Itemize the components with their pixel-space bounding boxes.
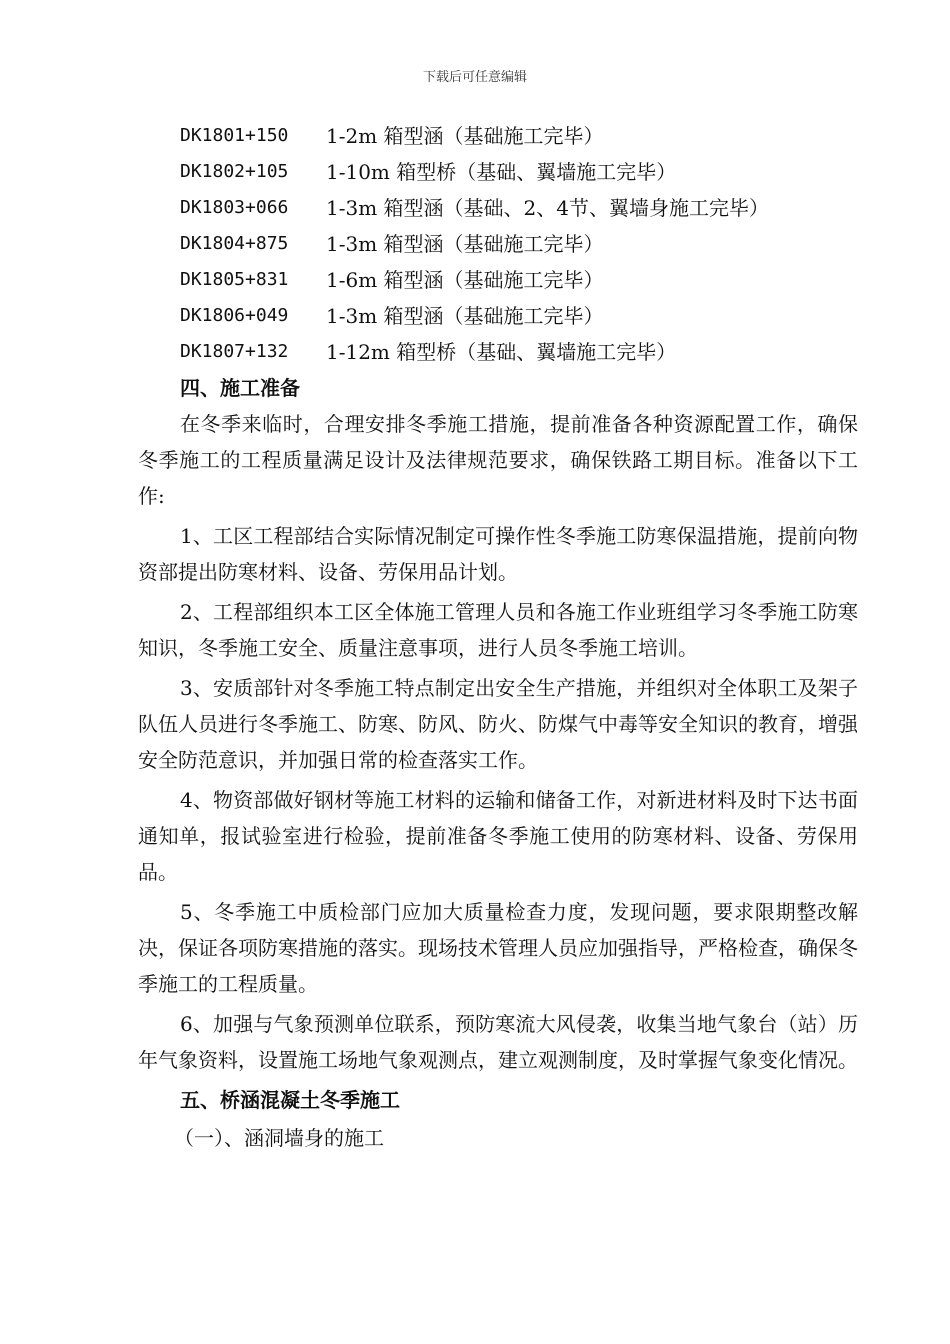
section-heading-winter-concrete: 五、桥涵混凝土冬季施工	[180, 1088, 400, 1112]
list-item	[180, 190, 858, 226]
preparation-item-6: 6、加强与气象预测单位联系，预防寒流大风侵袭，收集当地气象台（站）历年气象资料，设置施工场地气象观测点，建立观测制度，及时掌握气象变化情况。	[138, 1012, 858, 1072]
mileage-label: DK1801+150	[180, 125, 289, 146]
structure-description: 1-6m 箱型涵（基础施工完毕）	[326, 268, 604, 292]
mileage-label: DK1803+066	[180, 197, 289, 218]
page-header-note: 下载后可任意编辑	[422, 70, 527, 85]
preparation-item-3: 3、安质部针对冬季施工特点制定出安全生产措施，并组织对全体职工及架子队伍人员进行冬季施工、防寒、防风、防火、防煤气中毒等安全知识的教育，增强安全防范意识，并加强日常的检查落实工作。	[138, 676, 858, 772]
preparation-item-5: 5、冬季施工中质检部门应加大质量检查力度，发现问题，要求限期整改解决，保证各项防寒措施的落实。现场技术管理人员应加强指导，严格检查，确保冬季施工的工程质量。	[138, 900, 858, 996]
structure-description: 1-2m 箱型涵（基础施工完毕）	[326, 124, 604, 148]
preparation-item-4: 4、物资部做好钢材等施工材料的运输和储备工作，对新进材料及时下达书面通知单，报试验室进行检验，提前准备冬季施工使用的防寒材料、设备、劳保用品。	[138, 788, 858, 884]
structure-description: 1-10m 箱型桥（基础、翼墙施工完毕）	[326, 160, 677, 184]
mileage-label: DK1807+132	[180, 341, 289, 362]
mileage-label: DK1804+875	[180, 233, 289, 254]
list-item	[180, 334, 858, 370]
preparation-item-2: 2、工程部组织本工区全体施工管理人员和各施工作业班组学习冬季施工防寒知识，冬季施工安全、质量注意事项，进行人员冬季施工培训。	[138, 600, 858, 660]
section-heading-preparation: 四、施工准备	[180, 376, 300, 400]
list-item	[180, 118, 858, 154]
structure-description: 1-3m 箱型涵（基础、2、4节、翼墙身施工完毕）	[326, 196, 769, 220]
section-intro-paragraph: 在冬季来临时，合理安排冬季施工措施，提前准备各种资源配置工作，确保冬季施工的工程质量满足设计及法律规范要求，确保铁路工期目标。准备以下工作:	[138, 412, 858, 508]
mileage-label: DK1806+049	[180, 305, 289, 326]
document-body	[138, 118, 858, 1156]
bridge-culvert-list	[180, 118, 858, 370]
structure-description: 1-12m 箱型桥（基础、翼墙施工完毕）	[326, 340, 677, 364]
preparation-item-1: 1、工区工程部结合实际情况制定可操作性冬季施工防寒保温措施，提前向物资部提出防寒材料、设备、劳保用品计划。	[138, 524, 858, 584]
structure-description: 1-3m 箱型涵（基础施工完毕）	[326, 304, 604, 328]
subsection-heading-culvert-wall: （一）、涵洞墙身的施工	[174, 1126, 384, 1150]
list-item	[180, 226, 858, 262]
mileage-label: DK1805+831	[180, 269, 289, 290]
list-item	[180, 298, 858, 334]
structure-description: 1-3m 箱型涵（基础施工完毕）	[326, 232, 604, 256]
list-item	[180, 154, 858, 190]
mileage-label: DK1802+105	[180, 161, 289, 182]
list-item	[180, 262, 858, 298]
